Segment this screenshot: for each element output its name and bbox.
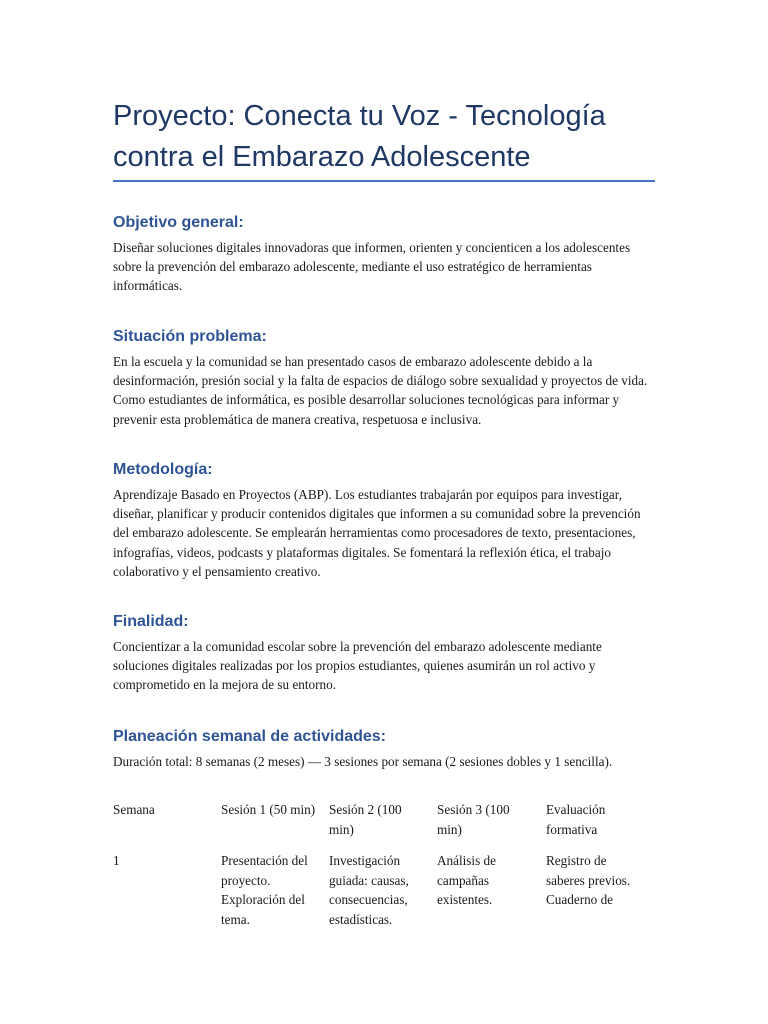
table-cell: Presentación del proyecto. Exploración del tema.: [221, 853, 308, 927]
section-text: Diseñar soluciones digitales innovadoras que informen, orienten y concienticen a los adolescentes sobre la prevención del embarazo adolescente, mediante el uso estratégico de herramientas informáticas.: [113, 240, 631, 294]
table-cell: Registro de saberes previos. Cuaderno de: [546, 853, 631, 907]
section-text: Duración total: 8 semanas (2 meses) — 3 sesiones por semana (2 sesiones dobles y 1 sencilla).: [113, 754, 613, 769]
section-text: Concientizar a la comunidad escolar sobre la prevención del embarazo adolescente mediante soluciones digitales realizadas por los propios estudiantes, quienes asumirán un rol activo y comprometido en la mejora de su entorno.: [113, 639, 602, 693]
section-text: Aprendizaje Basado en Proyectos (ABP). Los estudiantes trabajarán por equipos para investigar, diseñar, planificar y producir contenidos digitales que informen a su comunidad sobre la prevención del embarazo adolescente. Se emplearán herramientas como procesadores de texto, presentaciones, infografías, videos, podcasts y plataformas digitales. Se fomentará la reflexión ética, el trabajo colaborativo y el pensamiento creativo.: [113, 487, 641, 579]
section-heading: Metodología:: [113, 461, 213, 478]
section-objetivo: [113, 213, 658, 296]
section-heading: Finalidad:: [113, 613, 189, 630]
section-finalidad: [113, 612, 658, 695]
title-divider: [113, 180, 655, 182]
section-heading: Planeación semanal de actividades:: [113, 728, 387, 745]
header-cell-semana: Semana: [113, 802, 155, 817]
section-heading: Situación problema:: [113, 328, 267, 345]
section-planeacion: [113, 727, 658, 771]
table-cell: Investigación guiada: causas, consecuencias, estadísticas.: [329, 853, 409, 927]
header-cell-sesion-3: Sesión 3 (100 min): [437, 802, 510, 837]
table-cell: 1: [113, 853, 120, 868]
header-cell-sesion-1: Sesión 1 (50 min): [221, 802, 316, 817]
document-title: Proyecto: Conecta tu Voz - Tecnología contra el Embarazo Adolescente: [113, 100, 606, 173]
header-cell-evaluacion: Evaluación formativa: [546, 802, 606, 837]
header-cell-sesion-2: Sesión 2 (100 min): [329, 802, 402, 837]
section-situacion: [113, 327, 658, 429]
table-cell: Análisis de campañas existentes.: [437, 853, 496, 907]
section-text: En la escuela y la comunidad se han presentado casos de embarazo adolescente debido a la desinformación, presión social y la falta de espacios de diálogo sobre sexualidad y proyectos de vida. Como estudiantes de informática, es posible desarrollar soluciones tecnológicas para informar y prevenir esta problemática de manera creativa, respetuosa e inclusiva.: [113, 354, 648, 427]
section-heading: Objetivo general:: [113, 214, 244, 231]
section-metodologia: [113, 460, 658, 581]
